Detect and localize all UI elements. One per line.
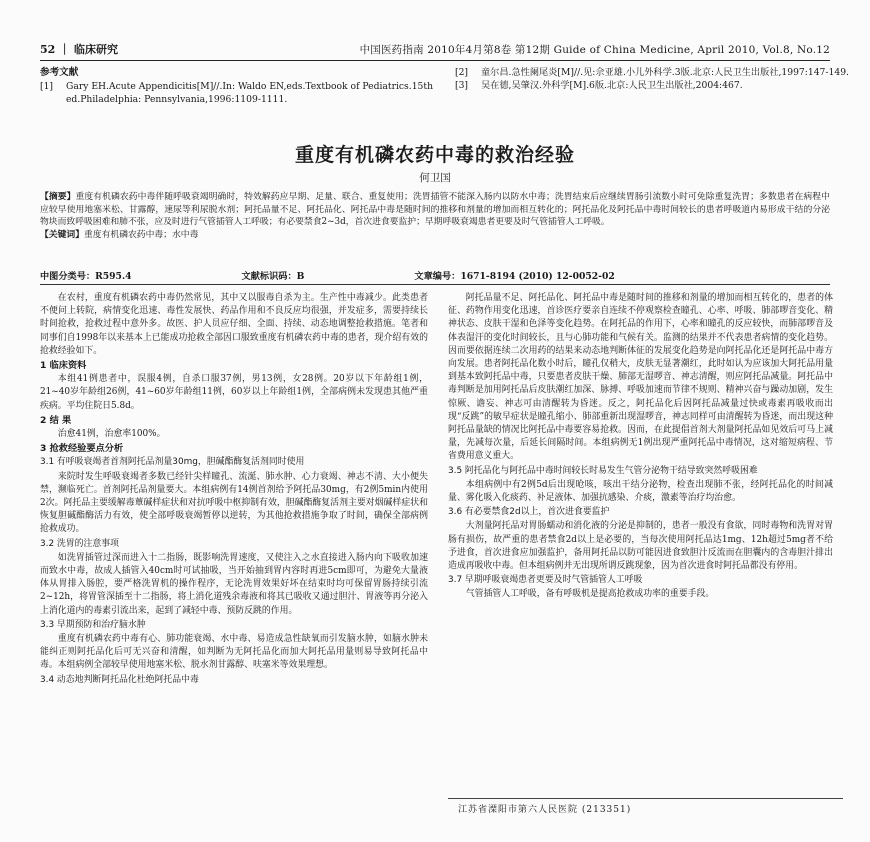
body-paragraph: 大剂量阿托品对胃肠蠕动和消化液的分泌是抑制的，患者一般没有食欲，同时毒物和洗胃对胃肠有损伤，故严重的患者禁食2d以上是必要的，当每次使用阿托品达1mg、12h超过5mg者不给予进食，首次进食应加强监护，备用阿托品以防可能因进食致胆汁反流而在胆囊内的含毒胆汁排出造成再吸收中毒。但本组病例并无出现所谓反跳现象，因为首次进食时阿托品都没有停用。 xyxy=(448,521,833,572)
clc-number: 中图分类号：R595.4 xyxy=(40,271,132,282)
reference-text: 吴在德,吴肇汉.外科学[M].6版.北京:人民卫生出版社,2004:467. xyxy=(481,80,743,91)
subsection-heading: 3.3 早期预防和治疗脑水肿 xyxy=(40,619,146,630)
abstract-label: 【摘要】 xyxy=(40,192,76,202)
references-right-column xyxy=(455,66,860,92)
section-heading: 2 结 果 xyxy=(40,414,72,426)
body-paragraph: 气管插管人工呼吸，备有呼吸机是提高抢救成功率的重要手段。 xyxy=(465,589,715,600)
body-paragraph: 来院时发生呼吸衰竭者多数已经针尖样瞳孔、流涎、肺水肿、心力衰竭、神志不清、大小便失禁，濒临死亡。首剂阿托品剂量要大。本组病例有14例首剂给予阿托品30mg，有2例5min内使用2次。阿托品主要缓解毒蕈碱样症状和对抗呼吸中枢抑制有效，胆碱酯酶复活剂主要对烟碱样症状和恢复胆碱酯酶活力有效，使全部呼吸衰竭暂停以逆转，为其他抢救措施争取了时间，确保全部病例抢救成功。 xyxy=(40,471,428,535)
reference-item xyxy=(40,80,440,106)
body-paragraph: 本组病例中有2例5d后出现呛咳，咳出干结分泌物，检查出现肺不张，经阿托品化的时间减量、雾化吸入化痰药、补足液体、加强抗感染、介痰，激素等治疗均治愈。 xyxy=(448,479,833,504)
references-heading: 参考文献 xyxy=(40,67,79,78)
document-code: 文献标识码：B xyxy=(241,271,305,282)
reference-item xyxy=(455,79,860,92)
subsection-heading: 3.1 有呼吸衰竭者首剂阿托品剂量30mg，胆碱酯酶复活剂同时使用 xyxy=(40,457,305,468)
reference-number: [3] xyxy=(455,80,469,91)
body-paragraph: 在农村，重度有机磷农药中毒仍然常见，其中又以服毒自杀为主。生产性中毒减少。此类患者不便问上转院，病情变化迅速、毒性发展快、药品作用和不良反应均很强，并发症多，需要持续长时间抢救，抢救过程中意外多。故医、护人员应仔细、全面、持续、动态地调整抢救措施。笔者和同事们自1998年以来基本上已能成功抢救全部因口服致重度有机磷农药中毒的患者，现介绍有效的抢救经验如下。 xyxy=(40,293,428,356)
body-paragraph: 阿托品量不足、阿托品化、阿托品中毒是随时间的推移和剂量的增加而相互转化的，患者的体征、药物作用变化迅速，首诊医疗要亲自连续不停观察检查瞳孔、心率、呼吸、肺部啰音变化、精神状态、皮肤干湿和色泽等变化趋势。在阿托品的作用下，心率和瞳孔的反应较快，而肺部啰音及体表湿汗的变化时间较长，且与心肺功能和气候有关。监测的结果并不代表患者病情的变化趋势。因而要依据连续二次用药的结果来动态地判断体征的发展变化趋势是向阿托品化还是阿托品中毒方向发展。患者阿托品化数小时后，瞳孔仅稍大，皮肤无显著潮红，此时如认为应该加大阿托品用量到基本致阿托品中毒，只要患者皮肤干燥、肺部无湿啰音、神志清醒，则应阿托品减量。阿托品中毒判断是加用阿托品后皮肤潮红加深、脉搏、呼吸加速而节律不规则、精神兴奋与躁动加剧，发生惊厥、谵妄、神志可由清醒转为昏迷。反之，阿托品化后因阿托品减量过快或毒素再吸收而出现“反跳”的敏早症状是瞳孔缩小、肺部重新出现湿啰音，神志同样可由清醒转为昏迷，而出现这种阿托品量缺的情况比阿托品中毒要容易抢救。因而，在此提倡首剂大剂量阿托品如见效后可马上减量，先减每次量，后延长间隔时间。本组病例无1例出现严重阿托品中毒情况，这对缩短病程、节省费用意义重大。 xyxy=(448,293,833,462)
subsection-heading: 3.5 阿托品化与阿托品中毒时间较长时易发生气管分泌物干结导致突然呼吸困难 xyxy=(448,465,758,476)
reference-text: 童尔昌.急性阑尾炎[M]//.见:佘亚雄.小儿外科学.3版.北京:人民卫生出版社,1997:147-149. xyxy=(481,67,849,78)
article-title: 重度有机磷农药中毒的救治经验 xyxy=(294,144,575,166)
body-right-column xyxy=(448,292,833,602)
body-paragraph: 本组41例患者中，误服4例，自杀口服37例，男13例，女28例。20岁以下年龄组1例，21~40岁年龄组26例，41~60岁年龄组11例，60岁以上年龄组1例，全部病例未发现患其他严重疾病。平均住院日5.8d。 xyxy=(40,374,428,411)
section-heading: 1 临床资料 xyxy=(40,360,87,372)
abstract-text: 重度有机磷农药中毒伴随呼吸衰竭明确时，特效解药应早期、足量、联合、重复使用；洗胃插管不能深入肠内以防水中毒；洗胃结束后应继续胃肠引流数小时可免除重复洗胃；多数患者在病程中应较早使用地塞米松、甘露醇，速尿等利尿脱水剂；阿托品量不足、阿托品化、阿托品中毒是随时间的推移和剂量的增加而相互转化的；阿托品化及阿托品中毒时间较长的患者呼吸道内易形成干结的分泌物块而致呼吸困难和肺不张，应及时进行气管插管人工呼吸；有必要禁食2~3d，首次进食要监护；早期呼吸衰竭患者更要及时气管插管人工呼吸。 xyxy=(40,192,830,228)
section-heading: 3 抢救经验要点分析 xyxy=(40,443,124,455)
journal-citation: 中国医药指南 2010年4月第8卷 第12期 Guide of China Medicine, April 2010, Vol.8, No.12 xyxy=(359,43,830,56)
subsection-heading: 3.6 有必要禁食2d以上，首次进食要监护 xyxy=(448,507,610,518)
page-number-section: 52 ｜ 临床研究 xyxy=(40,43,118,56)
author-affiliation: 江苏省溧阳市第六人民医院 (213351) xyxy=(448,798,843,815)
reference-item xyxy=(455,66,860,79)
abstract-block xyxy=(40,191,830,241)
article-number: 文章编号：1671-8194 (2010) 12-0052-02 xyxy=(414,271,615,282)
references-left-column xyxy=(40,66,440,106)
keywords-label: 【关键词】 xyxy=(40,229,84,240)
running-head xyxy=(40,40,830,61)
article-author: 何卫国 xyxy=(419,172,451,184)
reference-number: [2] xyxy=(455,67,469,78)
body-left-column xyxy=(40,292,428,688)
keywords-text: 重度有机磷农药中毒；水中毒 xyxy=(84,229,199,240)
reference-number: [1] xyxy=(40,81,54,92)
reference-text: Gary EH.Acute Appendicitis[M]//.In: Waldo EN,eds.Textbook of Pediatrics.15th ed.Philadelphia: Pennsylvania,1996:1109-1111. xyxy=(66,81,433,105)
subsection-heading: 3.7 早期呼吸衰竭患者更要及时气管插管人工呼吸 xyxy=(448,575,643,586)
subsection-heading: 3.4 动态地判断阿托品化杜绝阿托品中毒 xyxy=(40,674,199,685)
body-paragraph: 重度有机磷农药中毒有心、肺功能衰竭、水中毒、易造成急性缺氧而引发脑水肿，如脑水肿未能纠正则阿托品化后可无兴奋和清醒，如判断为无阿托品化而加大阿托品用量则易导致阿托品中毒。本组病例全部较早使用地塞米松、脱水剂甘露醇、呋塞米等效果理想。 xyxy=(40,634,428,671)
body-paragraph: 治愈41例，治愈率100%。 xyxy=(57,429,166,440)
references-section xyxy=(40,66,849,118)
subsection-heading: 3.2 洗胃的注意事项 xyxy=(40,538,120,549)
body-paragraph: 如洗胃插管过深而进入十二指肠，既影响洗胃速度，又使注入之水直接进入肠内向下吸收加速而致水中毒，故成人插管入40cm时可试抽吸，当开始抽到胃内容时再进5cm即可，为避免大量液体从胃排入肠腔，要严格洗胃机的操作程序，无论洗胃效果好坏在结束时均可保留胃肠持续引流2~12h，将胃管深插至十二指肠，将上消化道残余毒液和将其已吸收又通过胆汁、胃液等再分泌入上消化道内的毒素引流出来，起到了减轻中毒、预防反跳的作用。 xyxy=(40,552,428,616)
classification-line xyxy=(40,268,830,285)
